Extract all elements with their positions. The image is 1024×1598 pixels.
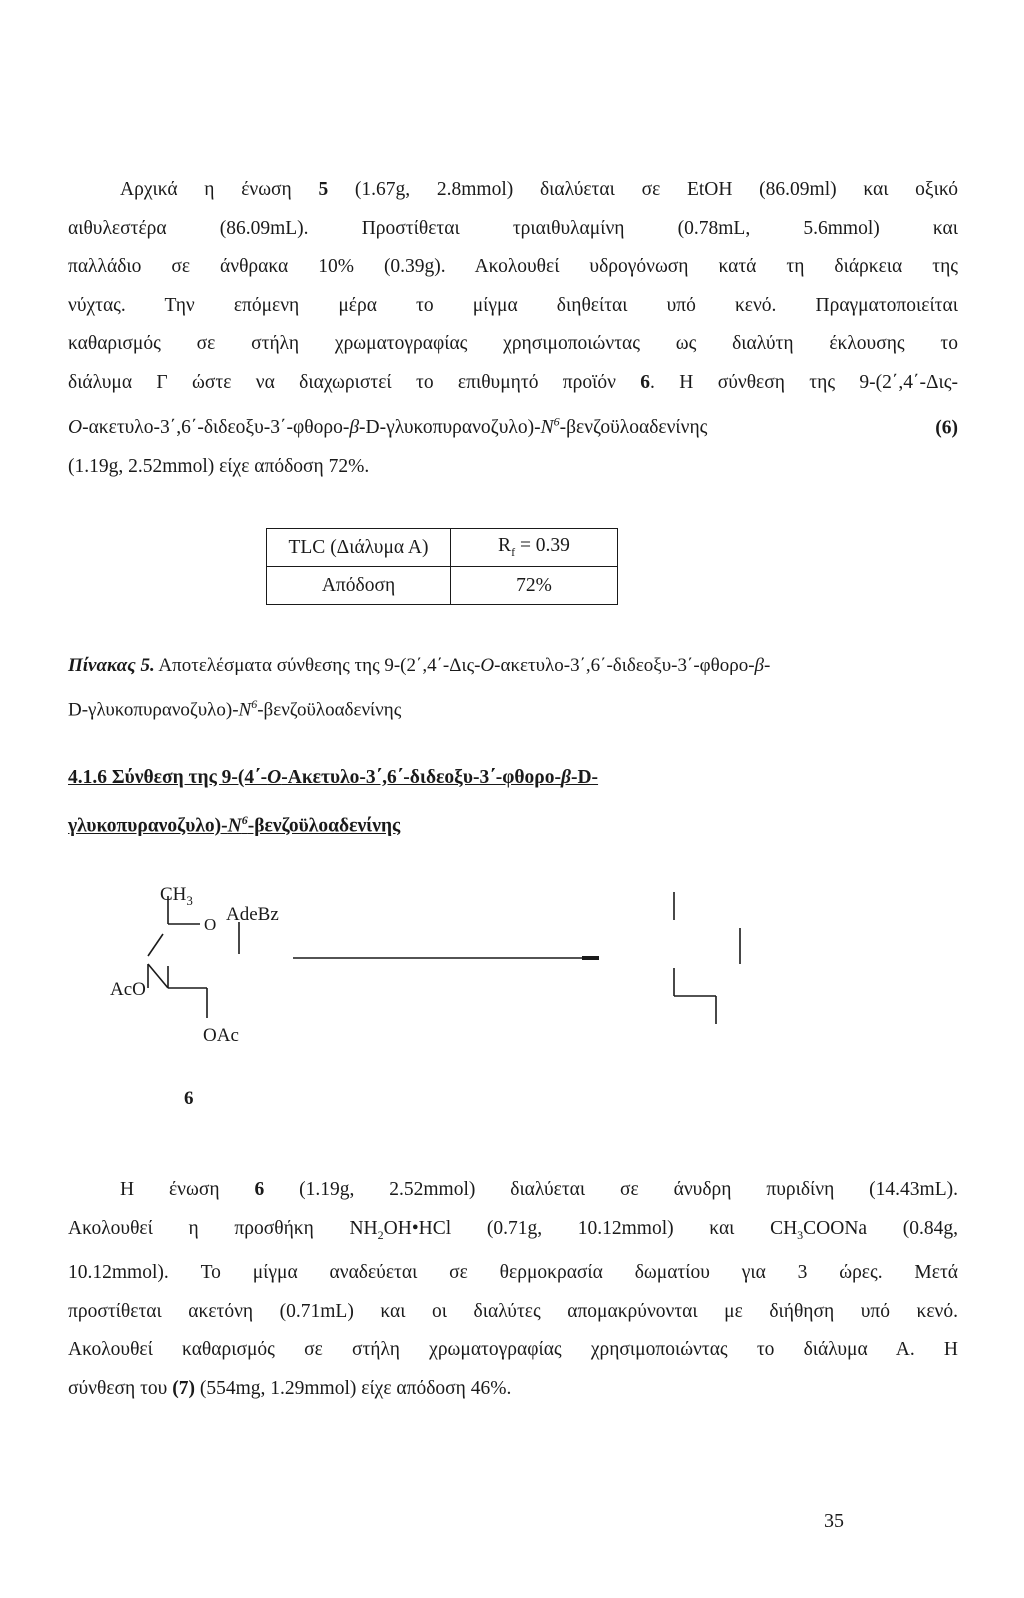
p1-line-5: καθαρισμός σε στήλη χρωματογραφίας χρησιμοποιώντας ως διαλύτη έκλουσης το [68, 333, 958, 355]
product-structure-fragment [674, 892, 740, 1024]
table-row [267, 529, 618, 567]
p1-line-1: Αρχικά η ένωση 5 (1.67g, 2.8mmol) διαλύεται σε EtOH (86.09ml) και οξικό [120, 179, 958, 200]
table-row [267, 567, 618, 605]
p2-line-4: προστίθεται ακετόνη (0.71mL) και οι διαλύτες απομακρύνονται με διήθηση υπό κενό. [68, 1300, 958, 1322]
section-heading: 4.1.6 Σύνθεση της 9-(4΄-O-Ακετυλο-3΄,6΄-διδεοξυ-3΄-φθορο-β-D- $\gamma\lambda\upsilon\kappa o\pi\upsilon\rho\alpha\nu o\zeta\upsilon\lambda o)-N^6$-βενζοϋλοαδενίνης [68, 767, 599, 837]
p2-line-3: 10.12mmol). Το μίγμα αναδεύεται σε θερμοκρασία δωματίου για 3 ώρες. Μετά [68, 1262, 958, 1284]
table-caption: Πίνακας 5. Αποτελέσματα σύνθεσης της 9-(2΄,4΄-Δις-O-ακετυλο-3΄,6΄-διδεοξυ-3΄-φθορο-β- $D-\gamma\lambda\upsilon\kappa o\pi\upsilon\rho\alpha\nu o\zeta\upsilon\lambda o)-N^6$-βενζοϋλοαδενίνης [68, 655, 771, 721]
table-cell-yield-value: 72% [451, 567, 618, 605]
page-number: 35 [824, 1510, 844, 1532]
paragraph-2 [68, 1171, 958, 1408]
p2-line-6: σύνθεση του (7) (554mg, 1.29mmol) είχε απόδοση 46%. [68, 1377, 512, 1399]
p2-line-2: Ακολουθεί η προσθήκη $NH_2OH•HCl$ (0.71g, 10.12mmol) και $CH_3COONa$ (0.84g, [68, 1217, 958, 1242]
table-cell-rf-value: $R_f = 0.39$ [451, 529, 618, 567]
reaction-scheme [0, 870, 1024, 1120]
aco-label: AcO [110, 979, 146, 1000]
oac-label: OAc [203, 1025, 239, 1046]
p2-line-5: Ακολουθεί καθαρισμός σε στήλη χρωματογραφίας χρησιμοποιώντας το διάλυμα Α. Η [68, 1339, 958, 1361]
adebz-label: AdeBz [226, 904, 279, 925]
table-cell-tlc-label: TLC (Διάλυμα Α) [267, 529, 451, 567]
p1-line-2: αιθυλεστέρα (86.09mL). Προστίθεται τριαιθυλαμίνη (0.78mL, 5.6mmol) και [68, 217, 958, 239]
results-table [266, 528, 618, 605]
ring-oxygen-label: O [204, 915, 217, 934]
p1-line-8: (1.19g, 2.52mmol) είχε απόδοση 72%. [68, 455, 370, 477]
compound-number: 6 [184, 1088, 194, 1109]
arrow-head-icon [582, 956, 599, 960]
paragraph-1 [68, 171, 958, 486]
p2-line-1: Η ένωση 6 (1.19g, 2.52mmol) διαλύεται σε άνυδρη πυριδίνη (14.43mL). [120, 1179, 958, 1200]
ch3-label: $CH_3$ [160, 884, 193, 908]
p1-line-4: νύχτας. Την επόμενη μέρα το μίγμα διηθείται υπό κενό. Πραγματοποιείται [68, 294, 958, 316]
p1-line-3: παλλάδιο σε άνθρακα 10% (0.39g). Ακολουθεί υδρογόνωση κατά τη διάρκεια της [68, 256, 958, 278]
p1-line-6: διάλυμα Γ ώστε να διαχωριστεί το επιθυμητό προϊόν 6. Η σύνθεση της 9-(2΄,4΄-Δις- [68, 371, 958, 393]
p1-line-7: $O-\alpha\kappa\varepsilon\tau\upsilon\lambda o-3΄,6΄-\delta\iota\delta\varepsilon o\xi\upsilon-3΄-\varphi\theta o\rho o-\beta-D-\gamma\lambda\upsilon\kappa o\pi\upsilon\rho\alpha\nu o\zeta\upsilon\lambda o)-N^6$-βενζοϋλοαδενίνης (6) [68, 414, 958, 439]
table-cell-yield-label: Απόδοση [267, 567, 451, 605]
